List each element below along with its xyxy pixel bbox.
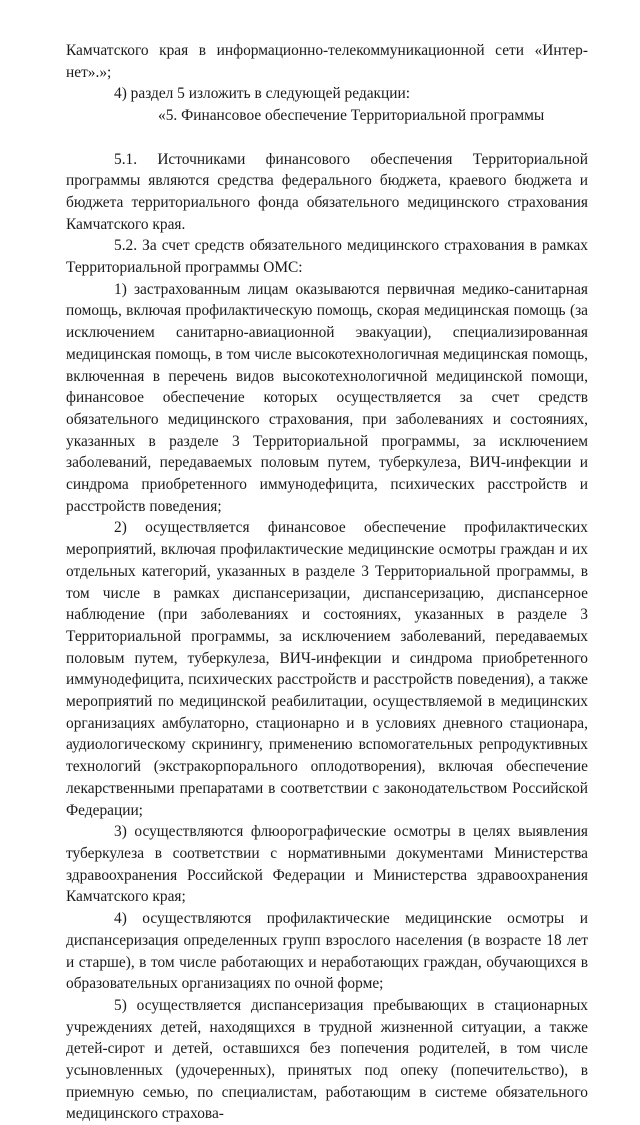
paragraph-list-item-1: 1) застрахованным лицам оказываются первичная медико-санитарная помощь, включая профилактическую помощь, скорая медицинская помощь (за исключением санитарно-авиационной эвакуации), специализированная медицинская помощь, в том числе высокотехнологичная медицинская помощь, включенная в перечень видов высокотехнологичной медицинской помощи, финансовое обеспечение которых осуществляется за счет средств обязательного медицинского страхования, при заболеваниях и состояниях, указанных в разделе 3 Территориальной программы, за исключением заболеваний, передаваемых половым путем, туберкулеза, ВИЧ-инфекции и синдрома приобретенного иммунодефицита, психических расстройств и расстройств поведения; [66, 280, 588, 515]
paragraph-list-item-4: 4) осуществляются профилактические медицинские осмотры и диспансеризация определенных групп взрослого населения (в возрасте 18 лет и старше), в том числе работающих и неработающих граждан, обучающихся в образовательных организациях по очной форме; [66, 910, 588, 993]
section-heading: «5. Финансовое обеспечение Территориальной программы [158, 107, 545, 125]
paragraph-list-item-5: 5) осуществляется диспансеризация пребывающих в стационарных учреждениях детей, находящихся в трудной жизненной ситуации, а также детей-сирот и детей, оставшихся без попечения родителей, в том числе усыновленных (удочеренных), принятых под опеку (попечительство), в приемную семью, по специалистам, работающим в системе обязательного медицинского страхова- [66, 996, 588, 1123]
paragraph-list-item-3: 3) осуществляются флюорографические осмотры в целях выявления туберкулеза в соответствии с нормативными документами Министерства здравоохранения Российской Федерации и Министерства здравоохранения Камчатского края; [66, 823, 588, 906]
document-body [66, 40, 588, 1125]
paragraph-item-4: 4) раздел 5 изложить в следующей редакции: [114, 85, 410, 103]
paragraph-continuation: Камчатского края в информационно-телекоммуникационной сети «Интер-нет».»; [66, 42, 588, 81]
paragraph-5-2: 5.2. За счет средств обязательного медицинского страхования в рамках Территориальной программы ОМС: [66, 237, 588, 277]
paragraph-5-1: 5.1. Источниками финансового обеспечения Территориальной программы являются средства федерального бюджета, краевого бюджета и бюджета территориального фонда обязательного медицинского страхования Камчатского края. [66, 150, 588, 233]
paragraph-list-item-2: 2) осуществляется финансовое обеспечение профилактических мероприятий, включая профилактические медицинские осмотры граждан и их отдельных категорий, указанных в разделе 3 Территориальной программы, в том числе в рамках диспансеризации, диспансеризацию, диспансерное наблюдение (при заболеваниях и состояниях, указанных в разделе 3 Территориальной программы, за исключением заболеваний, передаваемых половым путем, туберкулеза, ВИЧ-инфекции и синдрома приобретенного иммунодефицита, психических расстройств и расстройств поведения), а также мероприятий по медицинской реабилитации, осуществляемой в медицинских организациях амбулаторно, стационарно и в условиях дневного стационара, аудиологическому скринингу, применению вспомогательных репродуктивных технологий (экстракорпорального оплодотворения), включая обеспечение лекарственными препаратами в соответствии с законодательством Российской Федерации; [66, 519, 588, 819]
